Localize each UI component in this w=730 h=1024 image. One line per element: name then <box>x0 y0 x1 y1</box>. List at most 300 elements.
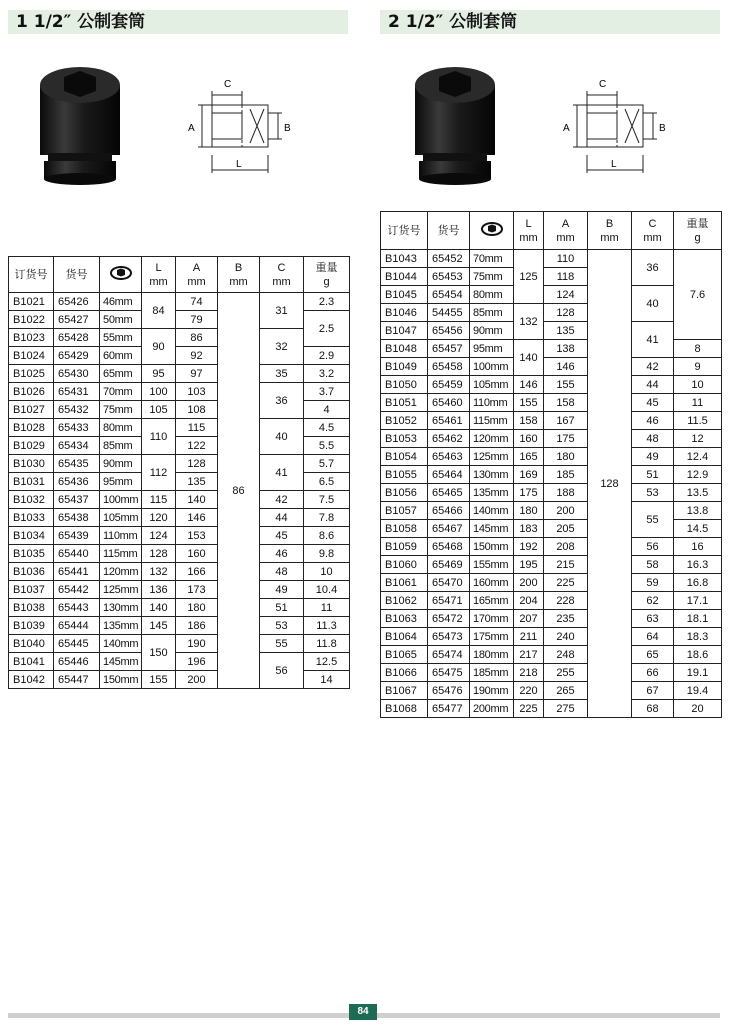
cell-a: 160 <box>176 545 218 563</box>
cell-order-number: B1032 <box>9 491 54 509</box>
cell-weight: 18.6 <box>674 646 722 664</box>
table-row <box>381 610 722 628</box>
cell-item-number: 65447 <box>54 671 100 689</box>
cell-size: 125mm <box>100 581 142 599</box>
cell-order-number: B1051 <box>381 394 428 412</box>
dimension-diagram-right <box>555 75 675 180</box>
cell-l: 132 <box>514 304 544 340</box>
table-row <box>381 286 722 304</box>
cell-item-number: 65446 <box>54 653 100 671</box>
cell-c: 46 <box>632 412 674 430</box>
cell-order-number: B1028 <box>9 419 54 437</box>
cell-l: 169 <box>514 466 544 484</box>
table-row <box>381 592 722 610</box>
cell-l: 192 <box>514 538 544 556</box>
cell-l: 225 <box>514 700 544 718</box>
cell-item-number: 65452 <box>428 250 470 268</box>
cell-l: 158 <box>514 412 544 430</box>
cell-size: 125mm <box>470 448 514 466</box>
cell-l: 110 <box>142 419 176 455</box>
cell-order-number: B1029 <box>9 437 54 455</box>
cell-order-number: B1037 <box>9 581 54 599</box>
cell-item-number: 65470 <box>428 574 470 592</box>
diagram-label-b: B <box>659 123 666 134</box>
cell-c: 51 <box>632 466 674 484</box>
cell-item-number: 65476 <box>428 682 470 700</box>
cell-weight: 17.1 <box>674 592 722 610</box>
cell-c: 35 <box>260 365 304 383</box>
cell-weight: 14 <box>304 671 350 689</box>
header-a: A mm <box>544 212 588 250</box>
diagram-label-c: C <box>224 79 232 90</box>
cell-item-number: 65468 <box>428 538 470 556</box>
cell-item-number: 65429 <box>54 347 100 365</box>
cell-weight: 11 <box>674 394 722 412</box>
cell-weight: 12.5 <box>304 653 350 671</box>
cell-order-number: B1036 <box>9 563 54 581</box>
cell-order-number: B1024 <box>9 347 54 365</box>
cell-c: 62 <box>632 592 674 610</box>
cell-weight: 20 <box>674 700 722 718</box>
cell-item-number: 65459 <box>428 376 470 394</box>
cell-l: 160 <box>514 430 544 448</box>
cell-b: 128 <box>588 250 632 718</box>
cell-c: 42 <box>260 491 304 509</box>
table-row <box>381 394 722 412</box>
cell-size: 105mm <box>100 509 142 527</box>
cell-a: 205 <box>544 520 588 538</box>
cell-a: 255 <box>544 664 588 682</box>
cell-a: 124 <box>544 286 588 304</box>
cell-a: 110 <box>544 250 588 268</box>
cell-l: 220 <box>514 682 544 700</box>
cell-order-number: B1050 <box>381 376 428 394</box>
cell-a: 166 <box>176 563 218 581</box>
cell-a: 208 <box>544 538 588 556</box>
cell-weight: 7.5 <box>304 491 350 509</box>
cell-weight: 2.5 <box>304 311 350 347</box>
cell-size: 150mm <box>100 671 142 689</box>
cell-l: 84 <box>142 293 176 329</box>
cell-order-number: B1038 <box>9 599 54 617</box>
table-row <box>9 383 350 401</box>
cell-item-number: 65475 <box>428 664 470 682</box>
cell-item-number: 65428 <box>54 329 100 347</box>
table-row <box>381 358 722 376</box>
cell-size: 175mm <box>470 628 514 646</box>
cell-l: 200 <box>514 574 544 592</box>
cell-size: 80mm <box>100 419 142 437</box>
cell-item-number: 65431 <box>54 383 100 401</box>
cell-item-number: 65432 <box>54 401 100 419</box>
header-order-number: 订货号 <box>381 212 428 250</box>
header-order-number: 订货号 <box>9 257 54 293</box>
cell-size: 75mm <box>470 268 514 286</box>
cell-order-number: B1043 <box>381 250 428 268</box>
table-row <box>9 563 350 581</box>
cell-a: 196 <box>176 653 218 671</box>
table-row <box>9 455 350 473</box>
cell-a: 186 <box>176 617 218 635</box>
cell-a: 108 <box>176 401 218 419</box>
cell-a: 146 <box>544 358 588 376</box>
cell-order-number: B1046 <box>381 304 428 322</box>
cell-l: 140 <box>514 340 544 376</box>
cell-size: 140mm <box>470 502 514 520</box>
cell-c: 64 <box>632 628 674 646</box>
cell-c: 67 <box>632 682 674 700</box>
cell-order-number: B1059 <box>381 538 428 556</box>
cell-size: 180mm <box>470 646 514 664</box>
cell-c: 49 <box>632 448 674 466</box>
cell-order-number: B1068 <box>381 700 428 718</box>
cell-size: 120mm <box>470 430 514 448</box>
cell-weight: 14.5 <box>674 520 722 538</box>
cell-c: 55 <box>260 635 304 653</box>
cell-c: 56 <box>260 653 304 689</box>
cell-item-number: 65471 <box>428 592 470 610</box>
cell-c: 41 <box>260 455 304 491</box>
table-row <box>381 664 722 682</box>
cell-weight: 7.8 <box>304 509 350 527</box>
cell-a: 115 <box>176 419 218 437</box>
table-row <box>9 617 350 635</box>
cell-c: 49 <box>260 581 304 599</box>
cell-l: 125 <box>514 250 544 304</box>
hex-socket-icon <box>481 222 503 236</box>
cell-c: 56 <box>632 538 674 556</box>
cell-a: 86 <box>176 329 218 347</box>
cell-c: 53 <box>632 484 674 502</box>
cell-a: 235 <box>544 610 588 628</box>
cell-size: 100mm <box>470 358 514 376</box>
cell-order-number: B1064 <box>381 628 428 646</box>
dimension-diagram-left <box>180 75 300 180</box>
cell-c: 45 <box>260 527 304 545</box>
cell-size: 130mm <box>100 599 142 617</box>
cell-item-number: 65427 <box>54 311 100 329</box>
cell-a: 228 <box>544 592 588 610</box>
cell-c: 36 <box>632 250 674 286</box>
cell-weight: 11 <box>304 599 350 617</box>
cell-size: 120mm <box>100 563 142 581</box>
header-c: C mm <box>632 212 674 250</box>
cell-c: 32 <box>260 329 304 365</box>
cell-order-number: B1048 <box>381 340 428 358</box>
cell-order-number: B1055 <box>381 466 428 484</box>
cell-order-number: B1063 <box>381 610 428 628</box>
cell-a: 135 <box>544 322 588 340</box>
cell-item-number: 65454 <box>428 286 470 304</box>
cell-l: 120 <box>142 509 176 527</box>
cell-c: 55 <box>632 502 674 538</box>
cell-order-number: B1031 <box>9 473 54 491</box>
cell-item-number: 65453 <box>428 268 470 286</box>
cell-weight: 9 <box>674 358 722 376</box>
table-row <box>381 412 722 430</box>
cell-l: 150 <box>142 635 176 671</box>
cell-item-number: 65460 <box>428 394 470 412</box>
socket-photo-right <box>405 55 505 190</box>
cell-size: 95mm <box>100 473 142 491</box>
cell-weight: 4 <box>304 401 350 419</box>
cell-size: 85mm <box>470 304 514 322</box>
cell-item-number: 65472 <box>428 610 470 628</box>
cell-size: 95mm <box>470 340 514 358</box>
cell-size: 130mm <box>470 466 514 484</box>
table-row <box>9 293 350 311</box>
cell-item-number: 65466 <box>428 502 470 520</box>
cell-weight: 19.1 <box>674 664 722 682</box>
cell-l: 95 <box>142 365 176 383</box>
cell-weight: 6.5 <box>304 473 350 491</box>
cell-l: 207 <box>514 610 544 628</box>
cell-size: 70mm <box>100 383 142 401</box>
cell-item-number: 65444 <box>54 617 100 635</box>
table-row <box>381 646 722 664</box>
cell-item-number: 65439 <box>54 527 100 545</box>
cell-item-number: 65433 <box>54 419 100 437</box>
cell-order-number: B1022 <box>9 311 54 329</box>
cell-a: 79 <box>176 311 218 329</box>
cell-weight: 12.9 <box>674 466 722 484</box>
cell-l: 180 <box>514 502 544 520</box>
diagram-label-a: A <box>563 123 570 134</box>
cell-order-number: B1058 <box>381 520 428 538</box>
table-row <box>381 682 722 700</box>
header-a: A mm <box>176 257 218 293</box>
cell-order-number: B1066 <box>381 664 428 682</box>
cell-weight: 18.1 <box>674 610 722 628</box>
diagram-label-b: B <box>284 123 291 134</box>
header-b: B mm <box>218 257 260 293</box>
hex-socket-icon <box>110 266 132 280</box>
cell-l: 165 <box>514 448 544 466</box>
cell-size: 80mm <box>470 286 514 304</box>
cell-weight: 10 <box>674 376 722 394</box>
cell-c: 45 <box>632 394 674 412</box>
cell-c: 48 <box>632 430 674 448</box>
table-row <box>381 538 722 556</box>
cell-weight: 2.3 <box>304 293 350 311</box>
cell-item-number: 65473 <box>428 628 470 646</box>
cell-order-number: B1040 <box>9 635 54 653</box>
cell-item-number: 65465 <box>428 484 470 502</box>
cell-a: 122 <box>176 437 218 455</box>
diagram-label-a: A <box>188 123 195 134</box>
cell-order-number: B1033 <box>9 509 54 527</box>
cell-order-number: B1045 <box>381 286 428 304</box>
cell-size: 55mm <box>100 329 142 347</box>
cell-order-number: B1027 <box>9 401 54 419</box>
table-header-row <box>9 257 350 293</box>
cell-weight: 7.6 <box>674 250 722 340</box>
table-row <box>9 635 350 653</box>
cell-l: 100 <box>142 383 176 401</box>
cell-order-number: B1057 <box>381 502 428 520</box>
cell-size: 200mm <box>470 700 514 718</box>
cell-weight: 5.5 <box>304 437 350 455</box>
cell-order-number: B1025 <box>9 365 54 383</box>
cell-order-number: B1039 <box>9 617 54 635</box>
cell-item-number: 65438 <box>54 509 100 527</box>
cell-c: 58 <box>632 556 674 574</box>
cell-size: 155mm <box>470 556 514 574</box>
header-size <box>470 212 514 250</box>
cell-a: 103 <box>176 383 218 401</box>
table-row <box>381 700 722 718</box>
cell-l: 146 <box>514 376 544 394</box>
cell-weight: 4.5 <box>304 419 350 437</box>
cell-order-number: B1065 <box>381 646 428 664</box>
cell-weight: 13.5 <box>674 484 722 502</box>
cell-order-number: B1023 <box>9 329 54 347</box>
table-row <box>381 502 722 520</box>
cell-l: 128 <box>142 545 176 563</box>
cell-l: 195 <box>514 556 544 574</box>
cell-size: 105mm <box>470 376 514 394</box>
table-row <box>9 653 350 671</box>
cell-order-number: B1042 <box>9 671 54 689</box>
cell-size: 160mm <box>470 574 514 592</box>
diagram-label-l: L <box>611 159 617 170</box>
cell-a: 146 <box>176 509 218 527</box>
spec-table-left <box>8 256 350 689</box>
cell-size: 145mm <box>470 520 514 538</box>
table-header-row <box>381 212 722 250</box>
cell-order-number: B1053 <box>381 430 428 448</box>
cell-item-number: 65445 <box>54 635 100 653</box>
cell-l: 204 <box>514 592 544 610</box>
cell-weight: 11.5 <box>674 412 722 430</box>
table-row <box>9 545 350 563</box>
page-number: 84 <box>349 1004 377 1020</box>
cell-c: 48 <box>260 563 304 581</box>
table-row <box>381 556 722 574</box>
cell-l: 217 <box>514 646 544 664</box>
cell-item-number: 65440 <box>54 545 100 563</box>
cell-order-number: B1044 <box>381 268 428 286</box>
cell-item-number: 65443 <box>54 599 100 617</box>
diagram-label-c: C <box>599 79 607 90</box>
table-row <box>9 599 350 617</box>
cell-weight: 12 <box>674 430 722 448</box>
cell-l: 112 <box>142 455 176 491</box>
cell-order-number: B1041 <box>9 653 54 671</box>
cell-weight: 13.8 <box>674 502 722 520</box>
cell-item-number: 65457 <box>428 340 470 358</box>
cell-a: 153 <box>176 527 218 545</box>
cell-weight: 11.8 <box>304 635 350 653</box>
cell-weight: 10.4 <box>304 581 350 599</box>
cell-size: 185mm <box>470 664 514 682</box>
cell-b: 86 <box>218 293 260 689</box>
header-item-number: 货号 <box>54 257 100 293</box>
cell-item-number: 65462 <box>428 430 470 448</box>
table-row <box>9 509 350 527</box>
socket-photo-left <box>30 55 130 190</box>
cell-size: 85mm <box>100 437 142 455</box>
cell-item-number: 65461 <box>428 412 470 430</box>
cell-weight: 19.4 <box>674 682 722 700</box>
cell-size: 90mm <box>470 322 514 340</box>
cell-item-number: 65442 <box>54 581 100 599</box>
section-title-right: 2 1/2″ 公制套筒 <box>380 10 720 34</box>
cell-item-number: 65469 <box>428 556 470 574</box>
cell-size: 46mm <box>100 293 142 311</box>
cell-weight: 5.7 <box>304 455 350 473</box>
cell-weight: 8.6 <box>304 527 350 545</box>
cell-c: 68 <box>632 700 674 718</box>
cell-a: 215 <box>544 556 588 574</box>
cell-weight: 8 <box>674 340 722 358</box>
cell-item-number: 65474 <box>428 646 470 664</box>
cell-weight: 2.9 <box>304 347 350 365</box>
cell-weight: 18.3 <box>674 628 722 646</box>
cell-order-number: B1054 <box>381 448 428 466</box>
header-l: L mm <box>514 212 544 250</box>
table-row <box>381 376 722 394</box>
cell-a: 138 <box>544 340 588 358</box>
cell-c: 42 <box>632 358 674 376</box>
cell-item-number: 65467 <box>428 520 470 538</box>
cell-weight: 3.7 <box>304 383 350 401</box>
cell-weight: 12.4 <box>674 448 722 466</box>
table-row <box>9 419 350 437</box>
header-item-number: 货号 <box>428 212 470 250</box>
table-row <box>9 365 350 383</box>
cell-size: 65mm <box>100 365 142 383</box>
cell-l: 155 <box>514 394 544 412</box>
cell-size: 50mm <box>100 311 142 329</box>
cell-a: 275 <box>544 700 588 718</box>
cell-order-number: B1067 <box>381 682 428 700</box>
cell-a: 140 <box>176 491 218 509</box>
cell-l: 155 <box>142 671 176 689</box>
cell-a: 265 <box>544 682 588 700</box>
cell-l: 136 <box>142 581 176 599</box>
cell-c: 40 <box>632 286 674 322</box>
cell-weight: 16.8 <box>674 574 722 592</box>
table-row <box>9 329 350 347</box>
cell-a: 128 <box>176 455 218 473</box>
table-row <box>381 484 722 502</box>
diagram-label-l: L <box>236 159 242 170</box>
cell-item-number: 65430 <box>54 365 100 383</box>
cell-size: 115mm <box>100 545 142 563</box>
cell-l: 132 <box>142 563 176 581</box>
cell-c: 59 <box>632 574 674 592</box>
cell-item-number: 65463 <box>428 448 470 466</box>
header-l: L mm <box>142 257 176 293</box>
cell-l: 145 <box>142 617 176 635</box>
cell-a: 118 <box>544 268 588 286</box>
cell-weight: 9.8 <box>304 545 350 563</box>
cell-order-number: B1047 <box>381 322 428 340</box>
cell-l: 183 <box>514 520 544 538</box>
cell-a: 225 <box>544 574 588 592</box>
cell-a: 135 <box>176 473 218 491</box>
cell-c: 40 <box>260 419 304 455</box>
cell-item-number: 65436 <box>54 473 100 491</box>
cell-a: 175 <box>544 430 588 448</box>
cell-weight: 10 <box>304 563 350 581</box>
cell-a: 158 <box>544 394 588 412</box>
cell-c: 66 <box>632 664 674 682</box>
cell-size: 70mm <box>470 250 514 268</box>
header-b: B mm <box>588 212 632 250</box>
cell-a: 248 <box>544 646 588 664</box>
